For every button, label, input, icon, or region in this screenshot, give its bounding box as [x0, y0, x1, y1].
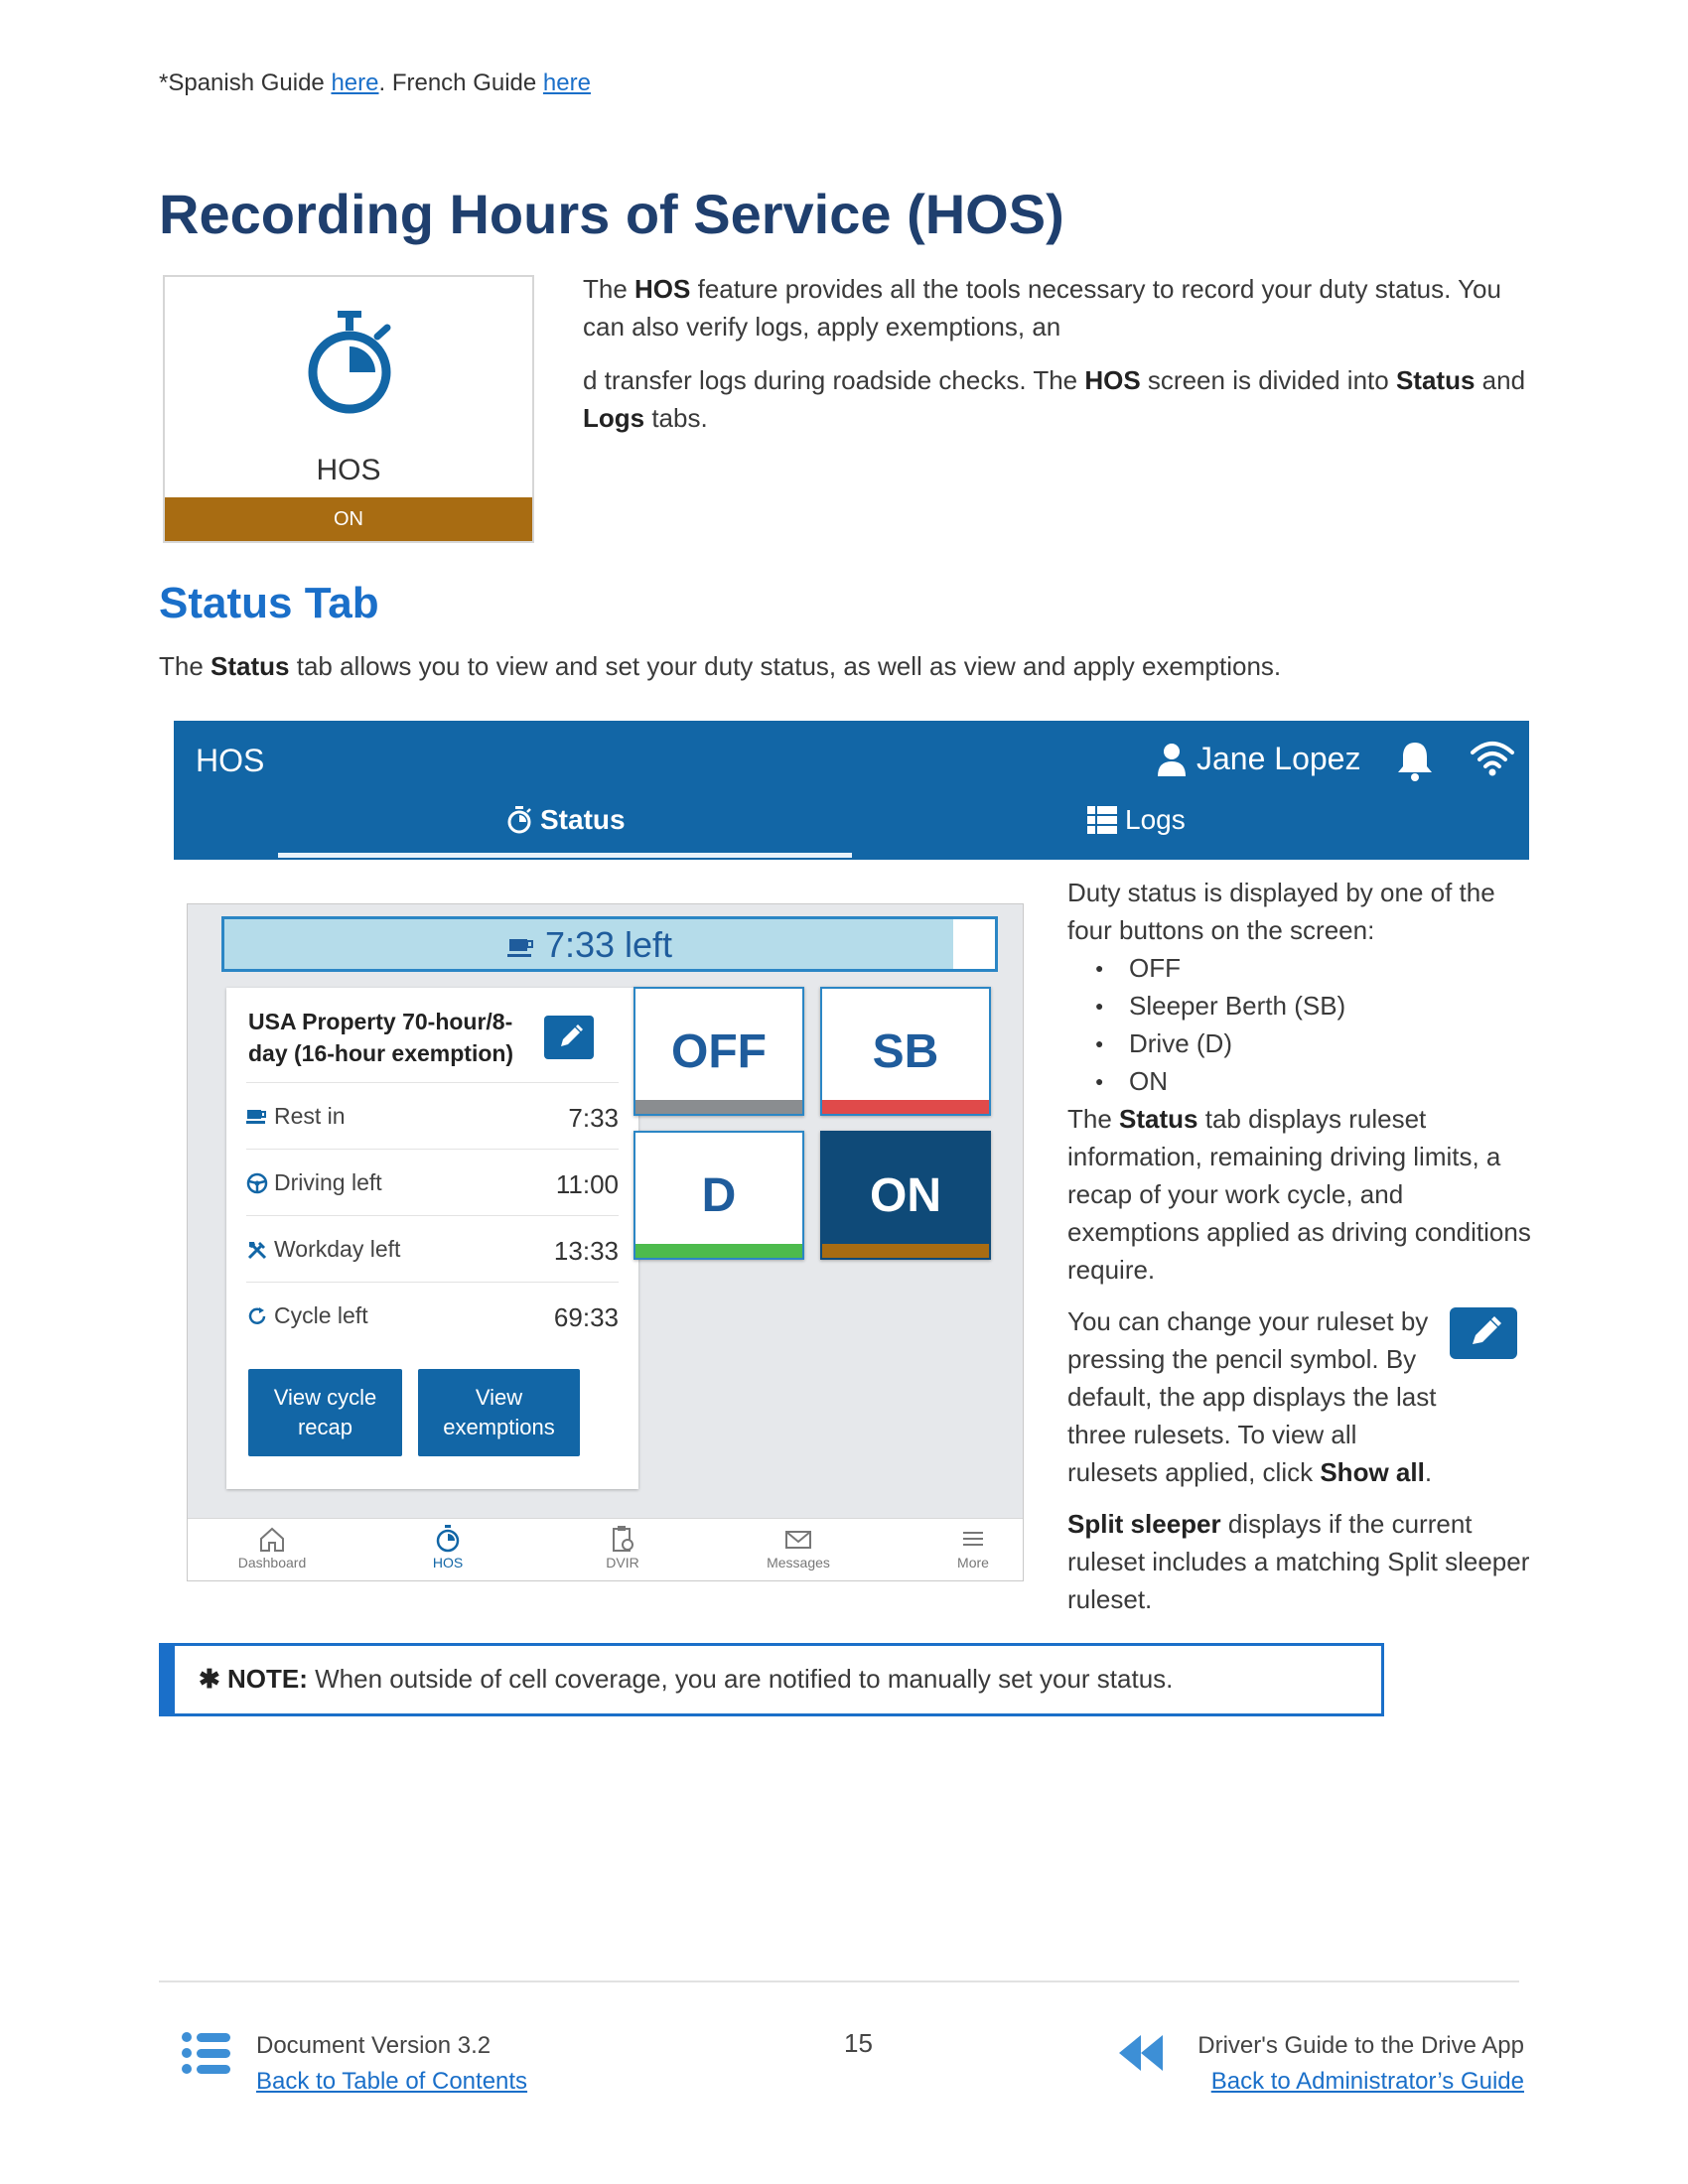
workday-left-label-wrap — [246, 1236, 400, 1263]
duty-sb-button[interactable] — [820, 987, 991, 1116]
language-links — [159, 69, 591, 97]
driving-left-row — [246, 1149, 619, 1216]
app-header — [174, 721, 1529, 860]
stopwatch-icon — [433, 1525, 463, 1553]
rewind-icon[interactable] — [1117, 2033, 1165, 2073]
duty-sb-stripe — [822, 1100, 989, 1114]
nav-more-label: More — [957, 1555, 989, 1570]
active-tab-indicator — [278, 853, 852, 858]
nav-messages-label: Messages — [767, 1555, 830, 1570]
list-item: ● Sleeper Berth (SB) — [1129, 987, 1536, 1024]
note-text: When outside of cell coverage, you are notified to manually set your status. — [307, 1664, 1174, 1694]
side-text-run: . — [1424, 1457, 1433, 1487]
nav-more[interactable] — [923, 1525, 1023, 1570]
page-title: Recording Hours of Service (HOS) — [159, 183, 1064, 245]
french-guide-link[interactable]: here — [542, 69, 591, 96]
hos-tile-status-bar: ON — [165, 497, 532, 541]
intro-text — [583, 270, 1536, 453]
coffee-icon — [507, 935, 535, 959]
side-text-run: The — [1067, 1104, 1120, 1134]
tab-status-label: Status — [540, 804, 626, 835]
bell-icon[interactable] — [1395, 739, 1435, 782]
user-icon — [1157, 743, 1187, 776]
app-header-title: HOS — [196, 743, 265, 778]
intro-bold-run: Logs — [583, 403, 645, 433]
side-text-run: You can change your ruleset by pressing the pencil symbol. By default, the app displays the last three rulesets. To view all rulesets applied, click — [1067, 1306, 1437, 1487]
duty-on-stripe — [822, 1244, 989, 1258]
intro-text-run: screen is divided into — [1140, 365, 1396, 395]
cycle-left-label-wrap — [246, 1302, 368, 1329]
driving-left-label-wrap — [246, 1169, 382, 1196]
nav-hos[interactable] — [398, 1525, 497, 1570]
intro-text-run: d transfer logs during roadside checks. The — [583, 365, 1085, 395]
coffee-icon — [246, 1108, 268, 1126]
list-item: ● OFF — [1129, 949, 1536, 987]
footer-right — [1162, 2028, 1524, 2100]
rest-in-label-wrap — [246, 1103, 346, 1130]
timer-text-wrapper — [224, 924, 955, 966]
french-guide-text: . French Guide — [378, 69, 543, 96]
workday-left-label: Workday left — [274, 1236, 401, 1262]
user-name: Jane Lopez — [1196, 741, 1361, 776]
guide-title: Driver's Guide to the Drive App — [1197, 2032, 1524, 2059]
duty-sb-label: SB — [872, 1025, 939, 1078]
note-label: NOTE: — [227, 1664, 308, 1694]
footer-left — [256, 2028, 527, 2100]
desc-text-run: The — [159, 651, 211, 681]
nav-dashboard-label: Dashboard — [237, 1555, 307, 1570]
side-text-run: tab displays ruleset information, remaining driving limits, a recap of your work cycle, and exemptions applied as driving conditions require. — [1067, 1104, 1531, 1285]
status-tab-description — [159, 651, 1281, 682]
cycle-left-row — [246, 1282, 619, 1349]
tools-icon — [246, 1239, 268, 1261]
steering-wheel-icon — [246, 1172, 268, 1194]
duty-off-label: OFF — [671, 1025, 767, 1078]
menu-icon — [958, 1525, 988, 1553]
workday-left-value: 13:33 — [553, 1236, 619, 1266]
edit-ruleset-button[interactable] — [544, 1016, 594, 1059]
tab-status[interactable] — [506, 804, 626, 836]
duty-status-list — [1067, 949, 1536, 1100]
duty-off-stripe — [635, 1100, 802, 1114]
nav-hos-label: HOS — [432, 1555, 464, 1570]
status-explanation — [1067, 874, 1536, 1618]
duty-d-label: D — [701, 1169, 737, 1222]
page-number: 15 — [844, 2028, 873, 2058]
pencil-icon — [544, 1016, 594, 1059]
hos-tile-label: HOS — [316, 454, 381, 486]
cycle-left-label: Cycle left — [274, 1302, 368, 1328]
stopwatch-icon — [300, 309, 399, 418]
intro-text-run: The — [583, 274, 635, 304]
rest-timer-bar — [221, 916, 998, 972]
bottom-nav — [188, 1518, 1023, 1580]
pencil-icon — [1450, 1307, 1517, 1359]
app-status-screen — [187, 903, 1024, 1581]
user-menu[interactable] — [1157, 741, 1360, 777]
note-star: ✱ — [199, 1664, 220, 1694]
back-to-admin-guide-link[interactable]: Back to Administrator’s Guide — [1210, 2068, 1524, 2095]
nav-dashboard[interactable] — [222, 1525, 322, 1570]
table-of-contents-icon[interactable] — [181, 2031, 232, 2075]
rest-in-label: Rest in — [274, 1103, 346, 1129]
home-icon — [257, 1525, 287, 1553]
side-paragraph-4 — [1067, 1505, 1536, 1618]
driving-left-label: Driving left — [274, 1169, 382, 1195]
tab-logs[interactable] — [1087, 804, 1186, 836]
side-bold-run: Split sleeper — [1067, 1509, 1221, 1539]
nav-dvir[interactable] — [573, 1525, 672, 1570]
duty-on-button[interactable] — [820, 1131, 991, 1260]
tab-logs-label: Logs — [1125, 804, 1186, 835]
back-to-toc-link[interactable]: Back to Table of Contents — [256, 2068, 528, 2095]
status-tab-heading: Status Tab — [159, 579, 379, 627]
duty-on-label: ON — [870, 1169, 941, 1222]
ruleset-name: USA Property 70-hour/8-day (16-hour exemption) — [248, 1009, 514, 1066]
ruleset-card — [226, 988, 638, 1489]
side-paragraph-3 — [1067, 1302, 1447, 1491]
side-paragraph-2 — [1067, 1100, 1536, 1289]
cycle-left-value: 69:33 — [553, 1302, 619, 1332]
driving-left-value: 11:00 — [555, 1169, 619, 1199]
desc-bold-run: Status — [211, 651, 290, 681]
rest-in-row — [246, 1082, 619, 1150]
list-item: ● ON — [1129, 1062, 1536, 1100]
side-bold-run: Status — [1119, 1104, 1198, 1134]
intro-bold-run: Status — [1395, 365, 1476, 395]
note-content — [199, 1664, 1173, 1695]
intro-text-run: and — [1475, 365, 1526, 395]
note-callout — [159, 1643, 1384, 1716]
duty-d-button[interactable] — [633, 1131, 804, 1260]
stopwatch-icon — [506, 806, 532, 834]
view-cycle-recap-button[interactable]: View cycle recap — [248, 1369, 402, 1456]
list-icon — [1087, 806, 1117, 834]
spanish-guide-text: *Spanish Guide — [159, 69, 332, 96]
side-text-run: displays if the current ruleset includes a matching Split sleeper ruleset. — [1067, 1509, 1530, 1614]
document-version: Document Version 3.2 — [256, 2032, 492, 2059]
nav-messages[interactable] — [749, 1525, 848, 1570]
duty-d-stripe — [635, 1244, 802, 1258]
intro-paragraph-1 — [583, 270, 1536, 345]
clipboard-icon — [608, 1525, 637, 1553]
list-item: ● Drive (D) — [1129, 1024, 1536, 1062]
footer-divider — [159, 1980, 1519, 1982]
desc-text-run: tab allows you to view and set your duty status, as well as view and apply exemptions. — [289, 651, 1282, 681]
timer-bar-remaining — [953, 919, 995, 969]
pencil-symbol-button — [1450, 1307, 1517, 1359]
workday-left-row — [246, 1215, 619, 1283]
envelope-icon — [783, 1525, 813, 1553]
view-exemptions-button[interactable]: View exemptions — [418, 1369, 580, 1456]
wifi-icon — [1470, 739, 1515, 778]
intro-bold-run: HOS — [1084, 365, 1141, 395]
rest-in-value: 7:33 — [568, 1103, 619, 1133]
intro-bold-run: HOS — [634, 274, 691, 304]
timer-text: 7:33 left — [544, 924, 673, 965]
side-bold-run: Show all — [1320, 1457, 1425, 1487]
intro-paragraph-2 — [583, 361, 1536, 437]
duty-off-button[interactable] — [633, 987, 804, 1116]
spanish-guide-link[interactable]: here — [331, 69, 379, 96]
refresh-icon — [246, 1305, 268, 1327]
side-paragraph-1: Duty status is displayed by one of the four buttons on the screen: — [1067, 878, 1495, 945]
hos-tile — [163, 275, 534, 543]
intro-text-run: feature provides all the tools necessary to record your duty status. You can also verify logs, apply exemptions, an — [583, 274, 1501, 341]
intro-text-run: tabs. — [644, 403, 708, 433]
nav-dvir-label: DVIR — [606, 1555, 639, 1570]
